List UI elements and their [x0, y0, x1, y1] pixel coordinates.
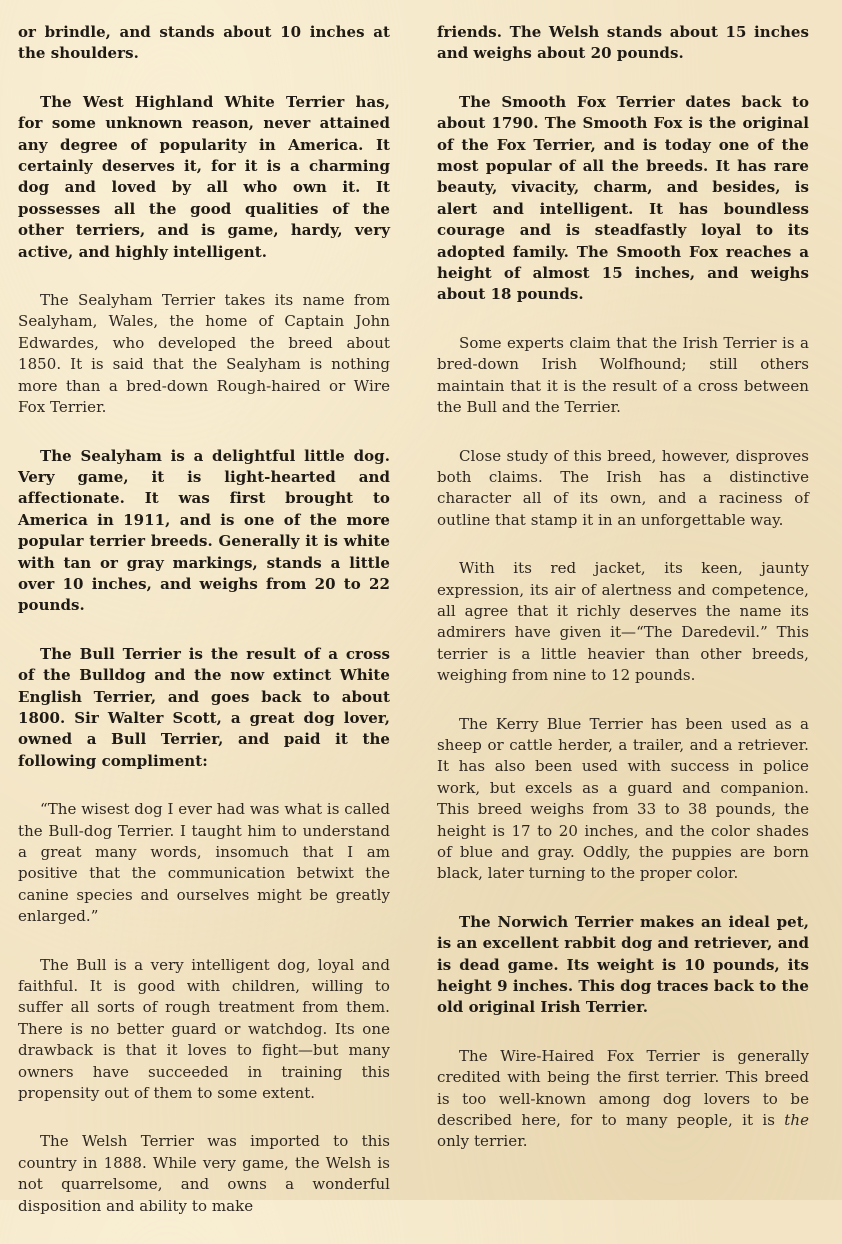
right-column [437, 22, 809, 1180]
paragraph-irish-terrier-character: Close study of this breed, however, disproves both claims. The Irish has a distinctive character all of its own, and a raciness of outline that stamp it in an unforgettable way. [437, 446, 809, 529]
paragraph-welsh-terrier: The Welsh Terrier was imported to this country in 1888. While very game, the Welsh is not quarrelsome, and owns a wonderful disposition and ability to make [18, 1132, 390, 1215]
paragraph-smooth-fox-terrier: The Smooth Fox Terrier dates back to about 1790. The Smooth Fox is the original of the Fox Terrier, and is today one of the most popular of all the breeds. It has rare beauty, vivacity, charm, and besides, is alert and intelligent. It has boundless courage and is steadfastly loyal to its adopted family. The Smooth Fox reaches a height of almost 15 inches, and weighs about 18 pounds. [437, 92, 809, 304]
paragraph-wire-haired-fox-terrier [437, 1046, 809, 1153]
emphasis-the: the [784, 1111, 809, 1130]
wire-haired-text: The Wire-Haired Fox Terrier is generally credited with being the first terrier. This breed is too well-known among dog lovers to be described here, for to many people, it is [437, 1046, 809, 1130]
paragraph-norwich-terrier: The Norwich Terrier makes an ideal pet, is an excellent rabbit dog and retriever, and is dead game. Its weight is 10 pounds, its height 9 inches. This dog traces back to the old original Irish Terrier. [437, 912, 809, 1017]
paragraph-bull-terrier-temperament: The Bull is a very intelligent dog, loyal and faithful. It is good with children, willing to suffer all sorts of rough treatment from them. There is no better guard or watchdog. Its one drawback is that it loves to fight—but many owners have succeeded in training this propensity out of them to some extent. [18, 955, 390, 1103]
paragraph-irish-terrier-daredevil: With its red jacket, its keen, jaunty expression, its air of alertness and competence, all agree that it richly deserves the name its admirers have given it—“The Daredevil.” This terrier is a little heavier than other breeds, weighing from nine to 12 pounds. [437, 559, 809, 685]
paragraph-walter-scott-quote: “The wisest dog I ever had was what is called the Bull-dog Terrier. I taught him to understand a great many words, insomuch that I am positive that the communication betwixt the canine species and ourselves might be greatly enlarged.” [18, 800, 390, 926]
paragraph-sealyham-origin: The Sealyham Terrier takes its name from Sealyham, Wales, the home of Captain John Edwardes, who developed the breed about 1850. It is said that the Sealyham is nothing more than a bred-down Rough-haired or Wire Fox Terrier. [18, 291, 390, 417]
paragraph-kerry-blue-terrier: The Kerry Blue Terrier has been used as a sheep or cattle herder, a trailer, and a retriever. It has also been used with success in police work, but excels as a guard and companion. This breed weighs from 33 to 38 pounds, the height is 17 to 20 inches, and the color shades of blue and gray. Oddly, the puppies are born black, later turning to the proper color. [437, 714, 809, 883]
paragraph-sealyham-description: The Sealyham is a delightful little dog. Very game, it is light-hearted and affectionate. It was first brought to America in 1911, and is one of the more popular terrier breeds. Generally it is white with tan or gray markings, stands a little over 10 inches, and weighs from 20 to 22 pounds. [18, 446, 390, 615]
paragraph-bull-terrier-origin: The Bull Terrier is the result of a cross of the Bulldog and the now extinct White English Terrier, and goes back to about 1800. Sir Walter Scott, a great dog lover, owned a Bull Terrier, and paid it the following compliment: [18, 644, 390, 770]
paragraph-welsh-continued: friends. The Welsh stands about 15 inches and weighs about 20 pounds. [437, 23, 809, 63]
wire-haired-tail: only terrier. [437, 1132, 528, 1151]
left-column [18, 22, 390, 1244]
paragraph-west-highland: The West Highland White Terrier has, for some unknown reason, never attained any degree of popularity in America. It certainly deserves it, for it is a charming dog and loved by all who own it. It possesses all the good qualities of the other terriers, and is game, hardy, very active, and highly intelligent. [18, 92, 390, 261]
paragraph-continued-from-previous: or brindle, and stands about 10 inches at the shoulders. [18, 23, 390, 63]
paragraph-irish-terrier-claims: Some experts claim that the Irish Terrier is a bred-down Irish Wolfhound; still others maintain that it is the result of a cross between the Bull and the Terrier. [437, 333, 809, 417]
